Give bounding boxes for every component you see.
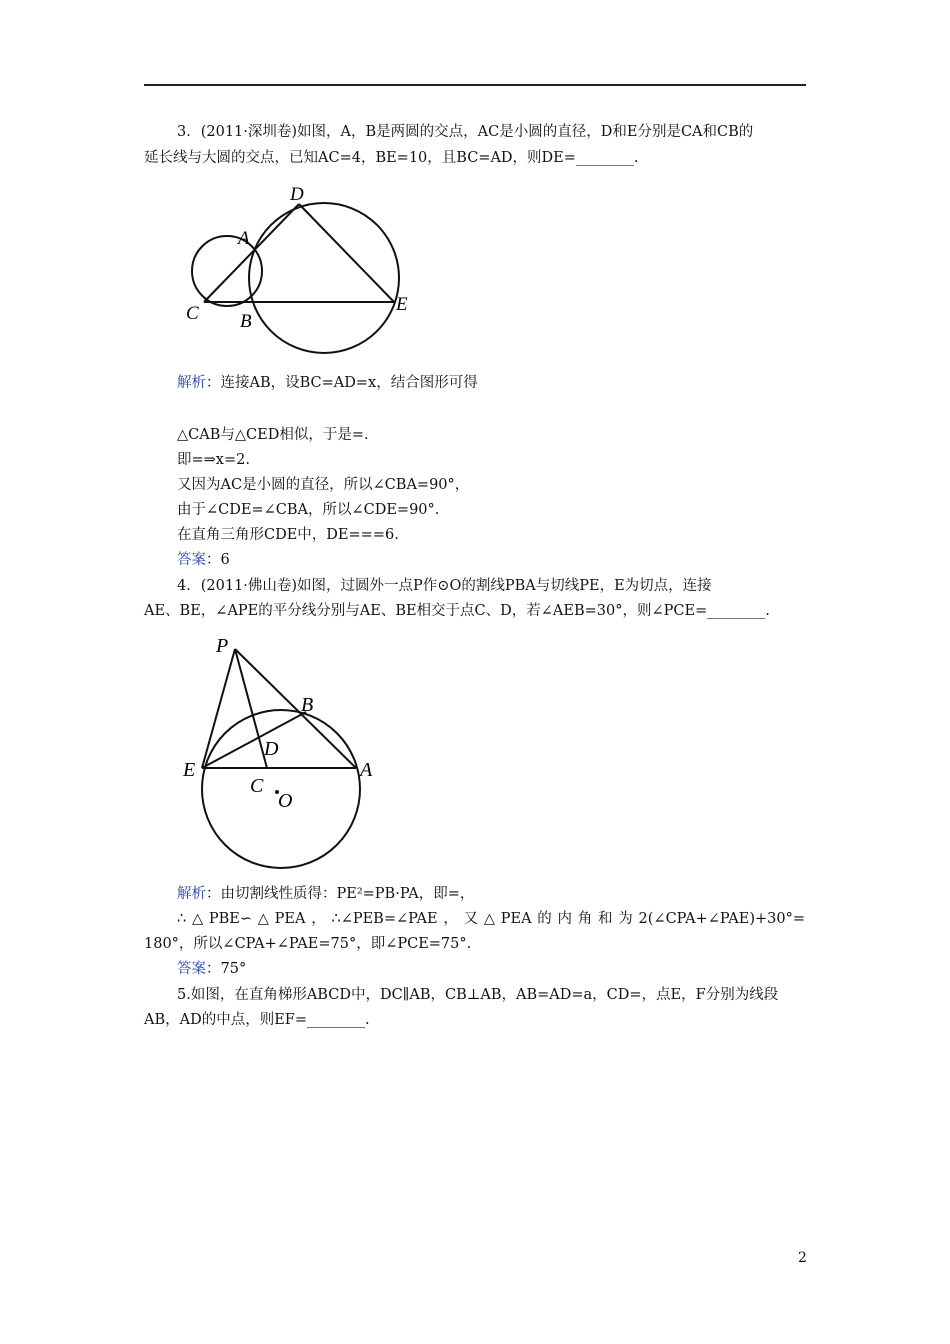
- header-rule: [144, 84, 806, 86]
- q3-analysis-text: ：连接AB，设BC=AD=x，结合图形可得: [206, 375, 478, 391]
- q4-figure: [180, 630, 400, 874]
- q3-analysis-label: 解析: [177, 375, 206, 391]
- q4-line-b: ∴△PBE∽△PEA，∴∠PEB=∠PAE，又△PEA的内角和为2(∠CPA+∠PAE)+30°=: [177, 911, 805, 927]
- q4-label-a: A: [360, 759, 373, 781]
- q4-answer-value: ：75°: [206, 961, 247, 977]
- q5-text-line2: AB，AD的中点，则EF=________.: [144, 1012, 370, 1028]
- q3-step-1: △CAB与△CED相似，于是=.: [177, 427, 369, 443]
- q3-analysis: [177, 373, 841, 393]
- q4-label-o: O: [278, 790, 293, 812]
- q4-label-b: B: [301, 694, 314, 716]
- q4-label-e: E: [183, 759, 196, 781]
- q3-text-line1: 3．(2011·深圳卷)如图，A，B是两圆的交点，AC是小圆的直径，D和E分别是CA和CB的: [177, 124, 754, 140]
- q4-label-c: C: [250, 775, 264, 797]
- q3-label-b: B: [240, 311, 252, 332]
- q3-figure: [180, 180, 420, 364]
- q3-text-line2: 延长线与大圆的交点，已知AC=4，BE=10，且BC=AD，则DE=________.: [144, 150, 639, 166]
- q4-analysis-label: 解析: [177, 886, 206, 902]
- q3-label-c: C: [186, 303, 199, 324]
- q3-step-4: 由于∠CDE=∠CBA，所以∠CDE=90°.: [177, 502, 440, 518]
- q5-text-line1: 5.如图，在直角梯形ABCD中，DC∥AB，CB⊥AB，AB=AD=a，CD=，点E，F分别为线段: [177, 987, 779, 1003]
- page-number: 2: [798, 1250, 807, 1266]
- q4-answer-label: 答案: [177, 961, 206, 977]
- q4-answer: [177, 959, 841, 979]
- q4-text-line2: AE、BE，∠APE的平分线分别与AE、BE相交于点C、D，若∠AEB=30°，则∠PCE=________.: [144, 603, 770, 619]
- q3-label-d: D: [290, 184, 304, 205]
- q4-label-p: P: [216, 635, 229, 657]
- q4-line-c: 180°，所以∠CPA+∠PAE=75°，即∠PCE=75°.: [144, 936, 472, 952]
- q3-answer-value: ：6: [206, 552, 230, 568]
- q3-label-a: A: [238, 228, 250, 249]
- q4-analysis-text: ：由切割线性质得：PE²=PB·PA，即=，: [206, 886, 475, 902]
- q4-analysis: [177, 884, 841, 904]
- q3-label-e: E: [396, 294, 408, 315]
- q3-answer-label: 答案: [177, 552, 206, 568]
- q3-step-5: 在直角三角形CDE中，DE===6.: [177, 527, 399, 543]
- q4-text-line1: 4．(2011·佛山卷)如图，过圆外一点P作⊙O的割线PBA与切线PE，E为切点，连接: [177, 578, 712, 594]
- q3-step-2: 即=⇒x=2.: [177, 452, 250, 468]
- q3-step-3: 又因为AC是小圆的直径，所以∠CBA=90°，: [177, 477, 470, 493]
- q3-answer: [177, 550, 841, 570]
- q4-label-d: D: [264, 738, 279, 760]
